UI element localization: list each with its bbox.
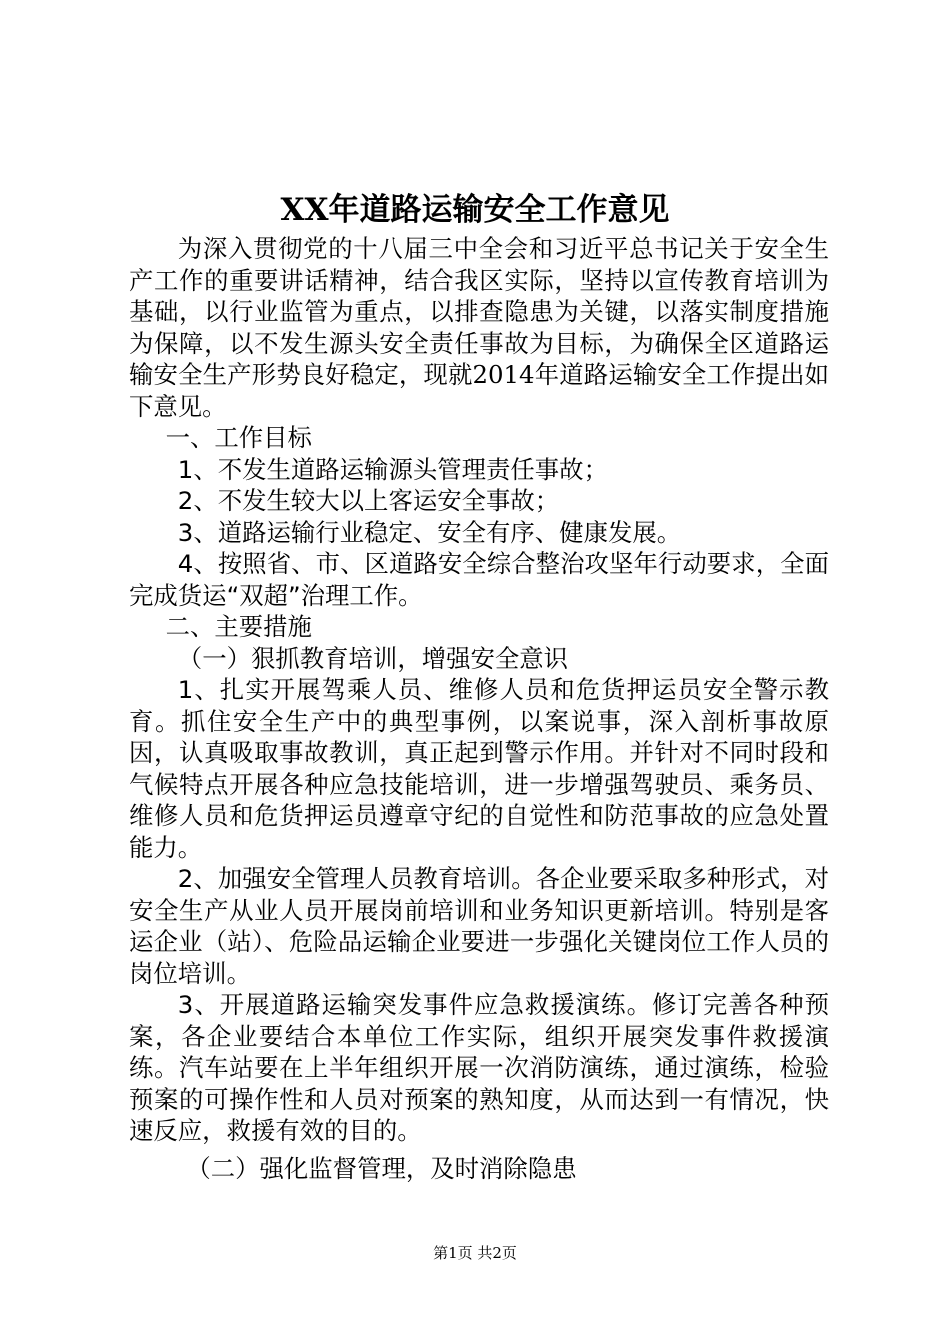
goal-item-1: 1、不发生道路运输源头管理责任事故；	[177, 454, 608, 484]
measure-item-3-text: 修订完善各种预案，各企业要结合本单位工作实际，组织开展突发事件救援演练。汽车站要在上半年组织开展一次消防演练，通过演练，检验预案的可操作性和人员对预案的熟知度，从而达到一有情况，快速反应，救援有效的目的。	[129, 990, 829, 1145]
subsection-1-heading: （一）狠抓教育培训，增强安全意识	[177, 643, 569, 673]
measure-item-1-lead: 1、扎实开展驾乘人员、维修人员和危货押运员安全警示教育。	[129, 675, 829, 736]
intro-paragraph: 为深入贯彻党的十八届三中全会和习近平总书记关于安全生产工作的重要讲话精神，结合我区实际，坚持以宣传教育培训为基础，以行业监管为重点，以排查隐患为关键，以落实制度措施为保障，以不发生源头安全责任事故为目标，为确保全区道路运输安全生产形势良好稳定，现就2014年道路运输安全工作提出如下意见。	[129, 234, 829, 421]
section-2-heading: 二、主要措施	[165, 612, 312, 641]
measure-item-3	[129, 989, 829, 1147]
goal-item-4: 4、按照省、市、区道路安全综合整治攻坚年行动要求，全面完成货运“双超”治理工作。	[129, 549, 829, 610]
measure-item-1	[129, 674, 829, 863]
measure-item-2-lead: 2、加强安全管理人员教育培训。	[177, 864, 536, 893]
measure-item-2-text: 各企业要采取多种形式，对安全生产从业人员开展岗前培训和业务知识更新培训。特别是客运企业（站）、危险品运输企业要进一步强化关键岗位工作人员的岗位培训。	[129, 864, 829, 988]
page-footer: 第1页 共2页	[433, 1244, 517, 1262]
measure-item-1-text: 抓住安全生产中的典型事例，以案说事，深入剖析事故原因，认真吸取事故教训，真正起到警示作用。并针对不同时段和气候特点开展各种应急技能培训，进一步增强驾驶员、乘务员、维修人员和危货押运员遵章守纪的自觉性和防范事故的应急处置能力。	[129, 706, 829, 862]
measure-item-3-lead: 3、开展道路运输突发事件应急救援演练。	[177, 990, 653, 1019]
goal-item-2: 2、不发生较大以上客运安全事故；	[177, 486, 560, 515]
subsection-2-heading: （二）强化监督管理，及时消除隐患	[186, 1153, 577, 1183]
document-body	[129, 233, 829, 1184]
measure-item-2	[129, 863, 829, 989]
document-title: XX年道路运输安全工作意见	[280, 192, 670, 228]
section-1-heading: 一、工作目标	[165, 423, 312, 452]
goal-item-3: 3、道路运输行业稳定、安全有序、健康发展。	[177, 517, 682, 547]
